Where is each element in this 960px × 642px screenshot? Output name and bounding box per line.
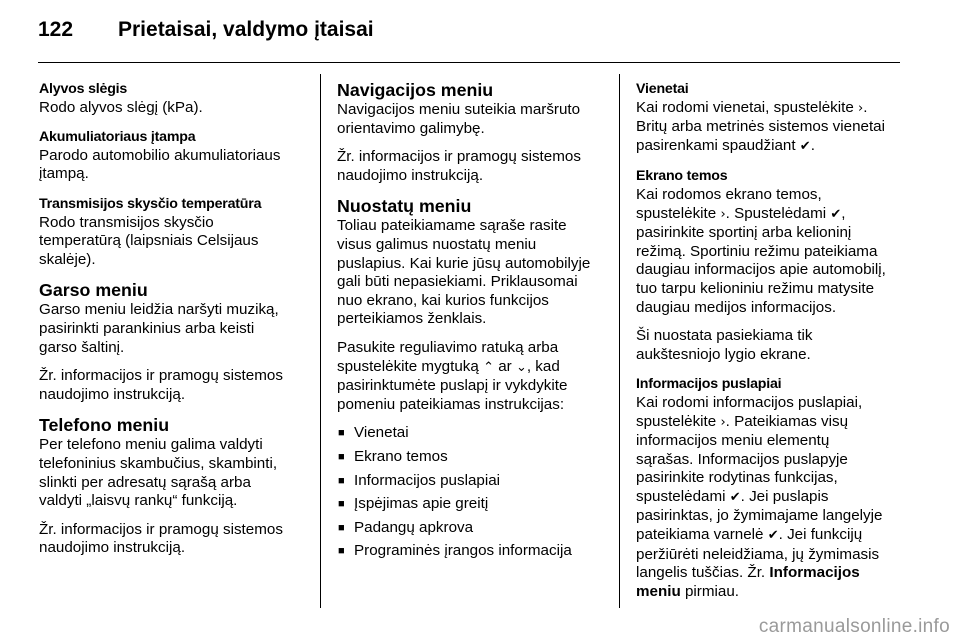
info-pages-section <box>636 375 906 601</box>
info-text-line: Kai rodomi informacijos puslapiai, <box>636 393 863 411</box>
list-item-label: Vienetai <box>354 424 409 442</box>
info-text-part: . Jei puslapis <box>740 487 829 505</box>
list-item <box>337 542 605 561</box>
bullet-icon: ■ <box>338 427 345 440</box>
phone-menu-title: Telefono meniu <box>39 415 170 436</box>
audio-ref-line: naudojimo instrukciją. <box>39 385 186 403</box>
chevron-down-icon: ⌄ <box>515 359 527 375</box>
settings-text-line: nuo ekrano, kai kurios funkcijos <box>337 291 549 309</box>
info-pages-reference: Informacijos <box>769 564 860 582</box>
info-text-line <box>636 564 906 583</box>
chevron-up-icon: ⌃ <box>483 359 494 375</box>
header-divider <box>38 62 900 63</box>
turn-text-line: Pasukite reguliavimo ratuką arba <box>337 338 559 356</box>
settings-text-line: puslapius. Kai kurie jūsų automobilyje <box>337 254 591 272</box>
column-2 <box>337 80 605 566</box>
transmission-text-line: Rodo transmisijos skysčio <box>39 213 214 231</box>
battery-title: Akumuliatoriaus įtampa <box>39 129 196 146</box>
bullet-icon: ■ <box>338 450 345 463</box>
info-text-part: . Pateikiamas visų <box>725 412 849 430</box>
list-item-label: Informacijos puslapiai <box>354 471 501 489</box>
column-divider-2 <box>619 74 620 608</box>
turn-instructions <box>337 339 605 414</box>
info-text-line <box>636 583 906 602</box>
themes-note-line: aukštesniojo lygio ekrane. <box>636 345 811 363</box>
phone-menu-text-line: telefoninius skambučius, skambinti, <box>39 454 278 472</box>
themes-text-line: daugiau informacijos apie automobilį, <box>636 261 886 279</box>
oil-pressure-section <box>39 80 309 117</box>
navigation-menu-title: Navigacijos meniu <box>337 80 494 100</box>
column-divider-1 <box>320 74 321 608</box>
oil-pressure-text: Rodo alyvos slėgį (kPa). <box>39 98 203 116</box>
transmission-title: Transmisijos skysčio temperatūra <box>39 195 262 212</box>
info-text-part: langelis tuščias. Žr. <box>636 564 766 582</box>
audio-menu-text-line: garso šaltinį. <box>39 338 125 356</box>
info-text-line: pasirinktas, jo žymimajame langelyje <box>636 507 883 525</box>
chevron-right-icon: › <box>720 206 726 222</box>
turn-text-line: pomeniu pateikiamas instrukcijas: <box>337 395 565 413</box>
chevron-right-icon: › <box>720 414 726 430</box>
battery-text-line: Parodo automobilio akumuliatoriaus <box>39 146 281 164</box>
settings-list <box>337 424 605 561</box>
units-text-line <box>636 99 906 119</box>
navigation-ref-line: naudojimo instrukciją. <box>337 166 484 184</box>
phone-menu-text-line: slinkti per adresatų sąrašą arba <box>39 473 251 491</box>
list-item <box>337 472 605 491</box>
settings-menu-section <box>337 196 605 329</box>
themes-text-part: spustelėkite <box>636 204 717 222</box>
phone-menu-text-line: valdyti „laisvų rankų“ funkciją. <box>39 492 238 510</box>
units-section <box>636 80 906 156</box>
turn-text-line: pasirinktumėte puslapį ir vykdykite <box>337 377 568 395</box>
section-title: Prietaisai, valdymo įtaisai <box>118 18 374 41</box>
phone-ref-line: naudojimo instrukciją. <box>39 539 186 557</box>
info-text-line: peržiūrėti neleidžiama, jų žymimasis <box>636 545 880 563</box>
themes-title: Ekrano temos <box>636 168 728 185</box>
units-text-part: Kai rodomi vienetai, spustelėkite <box>636 98 854 116</box>
turn-text-part: ar <box>498 357 512 375</box>
units-text-part: . <box>863 98 868 116</box>
units-title: Vienetai <box>636 81 689 97</box>
transmission-text-line: skalėje). <box>39 250 96 268</box>
checkmark-icon: ✔ <box>830 206 842 222</box>
battery-section <box>39 128 309 184</box>
info-text-part: pirmiau. <box>684 582 739 600</box>
list-item-label: Ekrano temos <box>354 447 448 465</box>
bullet-icon: ■ <box>338 521 345 534</box>
info-text-line <box>636 488 906 508</box>
chevron-right-icon: › <box>858 100 864 116</box>
themes-text-line: tuo tarpu kelioniniu režimu matysite <box>636 279 875 297</box>
watermark: carmanualsonline.info <box>758 616 950 637</box>
navigation-menu-section <box>337 80 605 138</box>
phone-ref-line: Žr. informacijos ir pramogų sistemos <box>39 520 283 538</box>
bullet-icon: ■ <box>338 474 345 487</box>
oil-pressure-title: Alyvos slėgis <box>39 81 128 97</box>
transmission-text-line: temperatūrą (laipsniais Celsijaus <box>39 232 259 250</box>
navigation-text-line: orientavimo galimybę. <box>337 119 485 137</box>
phone-menu-reference <box>39 521 309 558</box>
checkmark-icon: ✔ <box>729 489 741 505</box>
info-text-line <box>636 413 906 433</box>
list-item <box>337 424 605 443</box>
info-text-part: spustelėkite <box>636 412 717 430</box>
bullet-icon: ■ <box>338 498 345 511</box>
units-text-part: . <box>810 136 815 154</box>
info-text-line: informacijos meniu elementų <box>636 432 830 450</box>
navigation-reference <box>337 148 605 185</box>
themes-note <box>636 327 906 364</box>
checkmark-icon: ✔ <box>767 528 779 544</box>
battery-text-line: įtampą. <box>39 165 89 183</box>
audio-menu-text-line: Garso meniu leidžia naršyti muziką, <box>39 301 279 319</box>
units-text-line <box>636 137 906 157</box>
settings-text-line: perteikiamos ženklais. <box>337 310 487 328</box>
themes-text-part: , <box>841 204 846 222</box>
info-text-part: spustelėdami <box>636 487 726 505</box>
column-1 <box>39 80 309 558</box>
audio-menu-reference <box>39 367 309 404</box>
turn-text-part: spustelėkite mygtuką <box>337 357 479 375</box>
themes-section <box>636 167 906 317</box>
list-item-label: Įspėjimas apie greitį <box>354 495 489 513</box>
audio-menu-section <box>39 280 309 357</box>
list-item <box>337 519 605 538</box>
phone-menu-section <box>39 415 309 510</box>
list-item-label: Padangų apkrova <box>354 518 474 536</box>
themes-note-line: Ši nuostata pasiekiama tik <box>636 327 813 345</box>
themes-text-line: režimą. Sportiniu režimu pateikiama <box>636 242 878 260</box>
settings-text-line: gali būti nepasiekiami. Priklausomai <box>337 273 578 291</box>
audio-ref-line: Žr. informacijos ir pramogų sistemos <box>39 367 283 385</box>
bullet-icon: ■ <box>338 545 345 558</box>
settings-menu-title: Nuostatų meniu <box>337 196 472 217</box>
column-3 <box>636 80 906 601</box>
settings-text-line: Toliau pateikiamame sąraše rasite <box>337 217 567 235</box>
transmission-section <box>39 195 309 269</box>
units-text-line: Britų arba metrinės sistemos vienetai <box>636 118 886 136</box>
navigation-ref-line: Žr. informacijos ir pramogų sistemos <box>337 148 581 166</box>
info-text-part: . Jei funkcijų <box>778 526 863 544</box>
page-header <box>38 14 900 56</box>
list-item-label: Programinės įrangos informacija <box>354 542 572 560</box>
info-pages-title: Informacijos puslapiai <box>636 376 782 393</box>
themes-text-line: pasirinkite sportinį arba kelioninį <box>636 224 852 242</box>
themes-text-line: daugiau medijos informacijos. <box>636 298 837 316</box>
checkmark-icon: ✔ <box>799 138 811 154</box>
audio-menu-text-line: pasirinkti parankinius arba keisti <box>39 319 255 337</box>
info-text-part: pateikiama varnelė <box>636 526 764 544</box>
info-text-line <box>636 526 906 546</box>
info-pages-reference: meniu <box>636 582 681 600</box>
settings-text-line: visus galimus nuostatų meniu <box>337 235 537 253</box>
units-text-part: pasirenkami spaudžiant <box>636 136 796 154</box>
themes-text-line <box>636 205 906 225</box>
audio-menu-title: Garso meniu <box>39 280 148 301</box>
navigation-text-line: Navigacijos meniu suteikia maršruto <box>337 101 581 118</box>
info-text-line: pasirinkite rodytinas funkcijas, <box>636 469 838 487</box>
info-text-line: sąrašas. Informacijos puslapyje <box>636 450 848 468</box>
phone-menu-text-line: Per telefono meniu galima valdyti <box>39 436 263 454</box>
turn-text-line <box>337 358 605 378</box>
themes-text-part: . Spustelėdami <box>725 204 827 222</box>
themes-text-line: Kai rodomos ekrano temos, <box>636 185 822 203</box>
list-item <box>337 448 605 467</box>
turn-text-part: , kad <box>526 357 560 375</box>
list-item <box>337 495 605 514</box>
page-number: 122 <box>38 18 74 41</box>
